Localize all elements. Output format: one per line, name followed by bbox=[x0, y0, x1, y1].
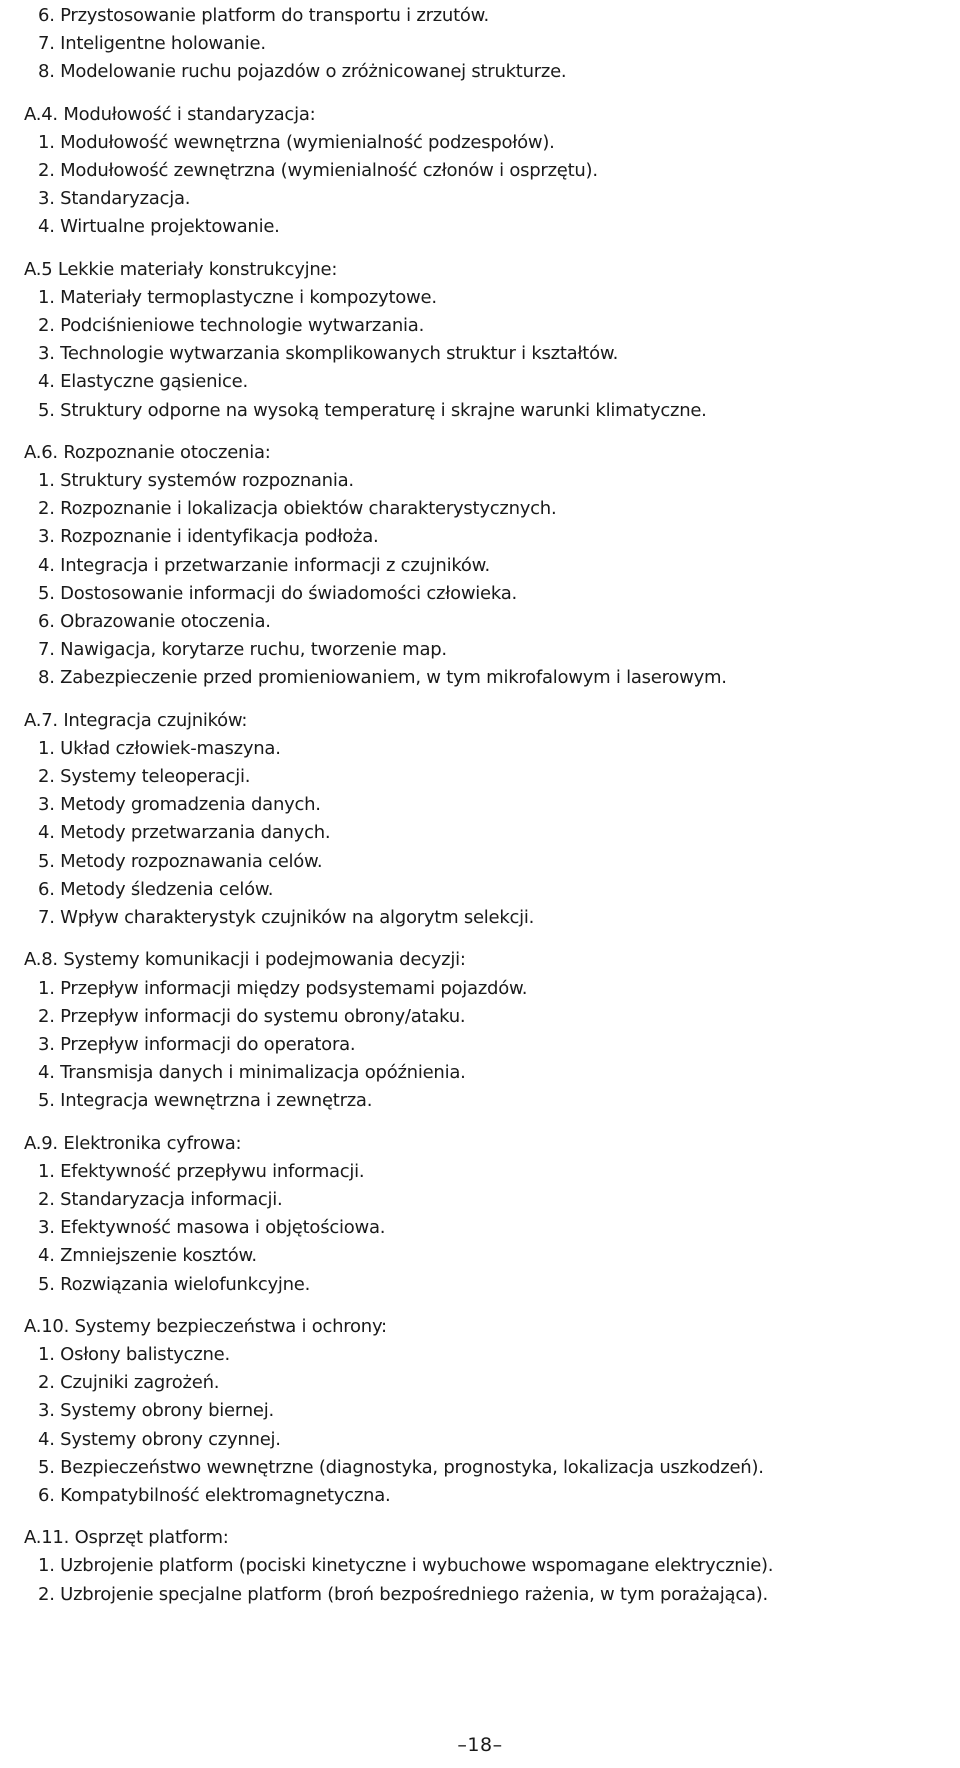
section bbox=[24, 946, 944, 1115]
section-heading: A.6. Rozpoznanie otoczenia: bbox=[24, 441, 271, 463]
section-heading: A.10. Systemy bezpieczeństwa i ochrony: bbox=[24, 1315, 387, 1337]
list-item: 1. Układ człowiek-maszyna. bbox=[38, 737, 281, 759]
list-item: 2. Czujniki zagrożeń. bbox=[38, 1372, 220, 1394]
list-item: 1. Modułowość wewnętrzna (wymienialność podzespołów). bbox=[38, 131, 555, 153]
list-item: 5. Struktury odporne na wysoką temperaturę i skrajne warunki klimatyczne. bbox=[38, 399, 707, 421]
list-item: 1. Uzbrojenie platform (pociski kinetyczne i wybuchowe wspomagane elektrycznie). bbox=[38, 1555, 774, 1577]
section-item-list bbox=[24, 735, 944, 932]
section-heading: A.8. Systemy komunikacji i podejmowania decyzji: bbox=[24, 949, 466, 971]
section-heading: A.4. Modułowość i standaryzacja: bbox=[24, 103, 316, 125]
list-item: 1. Materiały termoplastyczne i kompozytowe. bbox=[38, 286, 437, 308]
list-item: 3. Systemy obrony biernej. bbox=[38, 1400, 274, 1422]
list-item: 7. Nawigacja, korytarze ruchu, tworzenie map. bbox=[38, 639, 447, 661]
section-item-list bbox=[24, 1158, 944, 1299]
list-item: 5. Integracja wewnętrzna i zewnętrza. bbox=[38, 1090, 373, 1112]
list-item: 2. Podciśnieniowe technologie wytwarzania. bbox=[38, 315, 425, 337]
list-item: 4. Elastyczne gąsienice. bbox=[38, 371, 248, 393]
section-heading: A.7. Integracja czujników: bbox=[24, 709, 248, 731]
section-heading: A.11. Osprzęt platform: bbox=[24, 1527, 229, 1549]
list-item: 5. Bezpieczeństwo wewnętrzne (diagnostyka, prognostyka, lokalizacja uszkodzeń). bbox=[38, 1456, 764, 1478]
section bbox=[24, 439, 944, 693]
section bbox=[24, 707, 944, 933]
list-item: 4. Systemy obrony czynnej. bbox=[38, 1428, 281, 1450]
list-item: 5. Rozwiązania wielofunkcyjne. bbox=[38, 1273, 311, 1295]
list-item: 4. Metody przetwarzania danych. bbox=[38, 822, 331, 844]
section-item-list bbox=[24, 467, 944, 693]
list-item: 3. Rozpoznanie i identyfikacja podłoża. bbox=[38, 526, 379, 548]
list-item: 6. Metody śledzenia celów. bbox=[38, 878, 274, 900]
list-item: 2. Systemy teleoperacji. bbox=[38, 766, 251, 788]
list-item: 6. Obrazowanie otoczenia. bbox=[38, 611, 271, 633]
section bbox=[24, 1130, 944, 1299]
list-item: 3. Technologie wytwarzania skomplikowanych struktur i kształtów. bbox=[38, 343, 619, 365]
list-item: 6. Kompatybilność elektromagnetyczna. bbox=[38, 1484, 391, 1506]
page-number: –18– bbox=[457, 1734, 503, 1756]
section bbox=[24, 101, 944, 242]
list-item: 7. Inteligentne holowanie. bbox=[38, 33, 266, 55]
section bbox=[24, 1524, 944, 1609]
section-item-list bbox=[24, 1552, 944, 1608]
list-item: 8. Zabezpieczenie przed promieniowaniem, w tym mikrofalowym i laserowym. bbox=[38, 667, 727, 689]
list-item: 3. Efektywność masowa i objętościowa. bbox=[38, 1217, 386, 1239]
section-heading: A.5 Lekkie materiały konstrukcyjne: bbox=[24, 258, 338, 280]
list-item: 2. Rozpoznanie i lokalizacja obiektów charakterystycznych. bbox=[38, 498, 557, 520]
section-item-list bbox=[24, 2, 944, 87]
list-item: 2. Przepływ informacji do systemu obrony/ataku. bbox=[38, 1005, 466, 1027]
list-item: 1. Efektywność przepływu informacji. bbox=[38, 1160, 365, 1182]
section-item-list bbox=[24, 129, 944, 242]
list-item: 5. Metody rozpoznawania celów. bbox=[38, 850, 323, 872]
list-item: 2. Modułowość zewnętrzna (wymienialność członów i osprzętu). bbox=[38, 160, 598, 182]
list-item: 2. Standaryzacja informacji. bbox=[38, 1188, 283, 1210]
list-item: 4. Transmisja danych i minimalizacja opóźnienia. bbox=[38, 1062, 466, 1084]
list-item: 4. Zmniejszenie kosztów. bbox=[38, 1245, 257, 1267]
section bbox=[24, 1313, 944, 1510]
section-item-list bbox=[24, 975, 944, 1116]
section bbox=[24, 256, 944, 425]
list-item: 4. Integracja i przetwarzanie informacji z czujników. bbox=[38, 554, 490, 576]
list-item: 2. Uzbrojenie specjalne platform (broń bezpośredniego rażenia, w tym porażająca). bbox=[38, 1583, 769, 1605]
list-item: 6. Przystosowanie platform do transportu i zrzutów. bbox=[38, 5, 489, 26]
list-item: 7. Wpływ charakterystyk czujników na algorytm selekcji. bbox=[38, 907, 535, 929]
list-item: 3. Standaryzacja. bbox=[38, 188, 191, 210]
list-item: 3. Przepływ informacji do operatora. bbox=[38, 1033, 356, 1055]
section-heading: A.9. Elektronika cyfrowa: bbox=[24, 1132, 242, 1154]
list-item: 1. Struktury systemów rozpoznania. bbox=[38, 470, 354, 492]
section bbox=[24, 2, 944, 87]
list-item: 1. Przepływ informacji między podsystemami pojazdów. bbox=[38, 977, 528, 999]
list-item: 1. Osłony balistyczne. bbox=[38, 1343, 230, 1365]
list-item: 8. Modelowanie ruchu pojazdów o zróżnicowanej strukturze. bbox=[38, 61, 567, 83]
list-item: 3. Metody gromadzenia danych. bbox=[38, 794, 321, 816]
section-item-list bbox=[24, 1341, 944, 1510]
document-body bbox=[24, 2, 944, 1609]
list-item: 4. Wirtualne projektowanie. bbox=[38, 216, 280, 238]
list-item: 5. Dostosowanie informacji do świadomości człowieka. bbox=[38, 582, 517, 604]
section-item-list bbox=[24, 284, 944, 425]
